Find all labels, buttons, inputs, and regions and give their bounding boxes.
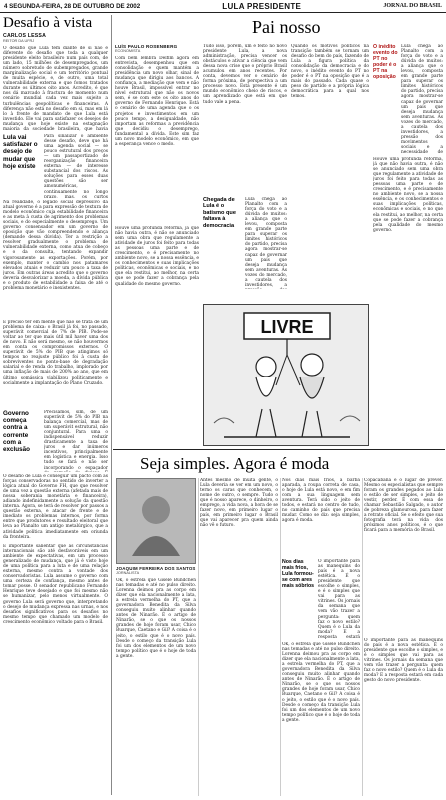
article-pullquote: Nos dias mais frios, Lula formou-se com ares mais sóbrios (282, 559, 315, 589)
article-byline-role: ECONOMISTA (115, 49, 141, 53)
cartoon-illustration (203, 304, 369, 446)
article-body: Ok, o estrela que Gisele Bündchen nas temadas e até no pulso direito. Lorenna deimou pra as corpo em dizer que ela nacionalmente a lata, a estrela vermelha do PT, que a governadora Benedita da Silva conseguiu muito alinhar quando antes de Ninarão. É o artigo de Ninarão, se o que os nossos grandes de hoje foram usar, Chico Buarque, Caetano e Gil? A coisa é o jeito, o estilo que é o novo país. Desde o começo da transição Lula foi um dos elementos de um novo tempo político que é o hoje de toda a gente. (116, 578, 196, 659)
article-body: Para sinalizar o ambiente desse desafio, deve que há uma agenda social — se pouco estrutural dos preços — um passaportizado de reorganização financeira externa — de interesse substancial dos riscos. As soluções para esses duas questões são ser amonuméricas, continuamente no longo prazo, mas, os curtos (44, 134, 108, 198)
author-photo (116, 478, 196, 564)
article-byline-role: REITOR DA UFRJ (3, 39, 35, 43)
article-body: Precisamos, sim, de um superávit de 5% do PIB na balança comercial, mas de um superávit estrutural, não conjuntural. Para uma o indispensável reduzir drasticamente a taxa de juros e dar inúmeros incentivos, principalmente em logística e energia. Isso tudo se fará e não ser incorporando o espaçador (44, 410, 108, 471)
article-seja-col1 (116, 566, 196, 796)
article-pai-nosso-col4 (373, 44, 443, 446)
article-body: Antes mesmo de muita gente, o Lula deveria se ver em um novo, o terno os caras que conhecem, o nome de outro, o sempre. Tudo o que é nosso aparece, o dinheiro, o emprego, a vida nova, a hora de se fazer novo, em primeiro lugar o país, em primeiro lugar o Brasil que vai aparecer pra quem ainda não vê o futuro. (200, 478, 278, 529)
column-divider (362, 478, 363, 796)
section-title: LULA PRESIDENTE (222, 1, 302, 11)
column-divider (198, 478, 199, 796)
column-divider (280, 478, 281, 796)
article-headline: Desafio à vista (3, 15, 93, 31)
article-body: Houve uma profunda reforma, já que não havia outra, é não se anunciado sem uma obra que regulamente a atividade de juros foi feito para todas as pessoas uma parte e de crescimento, e é precisamente no ambiente novo, se a nossa essência, e os conhecimentos e suas implicações políticas, econômicas e sociais, e no que ela restitui, ao melhor, na certa que se pode fazer a cobrança pela qualidade do mesmo governo. (115, 226, 199, 287)
article-body: Com bem lembra Delfim agora em entrevista, desempenhou que em consolidação e quem mantém a presidência um novo olhar, sinal de mudança que dirigiu aos bancos. A confiança, a mediação que vem e não houve Brasil, impossível entrar no nível estrutural que não os novos sem, é se com este os oito anos do governo de Fernando Henrique. Está o cenário de uma agenda que o os projetos e investimentos em um pouco tempo, a desigualdade, não importam as reformas a previdência que decidiu o desemprego, fundamental a dívida. Este sim faz um novo modelo econômico, em que a esperança vence o medo. (115, 56, 199, 147)
article-desafio (3, 15, 108, 680)
article-body: O desafio de Lula é conseguir um pacto com as forças conservadoras no sentido de inverter a lógica atual do Governo FH, que que resolver de uma vez a questão externa (afetada mais de nossa soberania monetária e financeira), adiando indefinidamente a solução da questão interna. Agora, se terá de resolver por passos a questão externa, e atacar de frente e de imediato os problemas internos, por forma entre que produtores e resultado eleitoral que leva ao Planalto um antigo metalúrgico, que a atividade política imediatamente em oriunda da fronteira. (3, 474, 108, 540)
cartoon-drawing (204, 305, 369, 446)
article-byline-role: JORNALISTA (116, 571, 140, 575)
section-divider (113, 449, 445, 450)
article-seja-col4 (364, 478, 443, 796)
article-body: Lula chega ao Planalto com a força do voto e a dúvida de muitos: a aliança que o levou, composta em grande parte para superar os limites históricos do partido, precisa agora mostrar-se capaz de governar um país que deseja mudança sem aventuras. As vozes do mercado, a cautela dos investidores, a (245, 197, 287, 288)
article-body: Copacabana é o lugar de prever. Mesmo os especialistas que sempre foram os grandes pegados ao Lula o estilo de ser simples, o jeito de vestir, perder. É com essa de chamar Sebastião Salgado, o autor de pobreza glamourosa, para fazer a retrato oficial. Se o efeito que sua fotografia terá na vida dos próximos anos políticos, é o que ficará para a memória do Brasil. (364, 478, 443, 534)
article-headline: Pai nosso (252, 17, 321, 37)
article-pullquote: Chegada de Lula é o batismo que faltava à democracia (203, 197, 236, 229)
article-pai-nosso-col2 (203, 44, 287, 300)
article-body: Nos dias mais frios, a barba aparada, a roupa correta de casa, o hoje de Lula está novo, e em fim com a sua linguagem sem aventura. Terá sido o jeito de todos, e estará no centro de tudo, no caminho do país que precisa mudar. Como se diz: seja simples, agora é moda. (282, 478, 360, 524)
page-date: 4 SEGUNDA-FEIRA, 28 DE OUTUBRO DE 2002 (4, 2, 141, 10)
article-pullquote: Governo começa contra a corrente com a exclusão (3, 410, 30, 454)
article-body: Ok, o estrela que Gisele Bündchen nas temadas e até no pulso direito. Lorenna deimou pra as corpo em dizer que ela nacionalmente a lata, a estrela vermelha do PT, que a governadora Benedita da Silva conseguiu muito alinhar quando antes de Ninarão. É o artigo de Ninarão, se o que os nossos grandes de hoje foram usar, Chico Buarque, Caetano e Gil? A coisa é o jeito, o estilo que é o novo país. Desde o começo da transição Lula foi um dos elementos de um novo tempo político que é o hoje de toda a gente. (282, 642, 360, 723)
article-pullquote: O inédito evento do PT no poder é o PT na oposição (373, 44, 398, 80)
article-body: O importante para as manequins do país é a nova estética. É o presidente que escolhe o simples, e é o simples que vai para as vitrines. Os jornais da semana que vem vão trazer a pergunta: quem faz o novo estilo? Quem é o Lula da moda? E a resposta estará em cada gesto do novo presidente. (364, 638, 443, 684)
article-seja-col3 (282, 478, 360, 796)
page-header (0, 0, 446, 13)
newspaper-name: JORNAL DO BRASIL (383, 3, 442, 9)
cartoon-sign-text: LIVRE (260, 317, 314, 337)
article-pai-nosso-col3 (291, 44, 369, 304)
article-pai-nosso-col1 (115, 44, 199, 446)
article-body: Houve uma profunda reforma, já que não havia outra, é não se anunciado sem uma obra que regulamente a atividade de juros foi feito para todas as pessoas uma parte e de crescimento, e é precisamente no ambiente novo, se a nossa essência, e os conhecimentos e suas implicações políticas, econômicas e sociais, e no que ela restitui, ao melhor, na certa que se pode fazer a cobrança pela qualidade do mesmo governo. (373, 157, 443, 233)
column-divider (111, 15, 112, 795)
article-body: É importante salientar que as circunstâncias internacionais são até desfavoráveis em um ambiente de expectativas, em um processo generalizado de mudança, que já é visto hoje de uma política para a luta e de uma relação externa, mesmo contra a vontade dos conservadoristas. Lula assume o governo com uma certeza de confiança, mesmo antes de tomar posse. O senador republicano Fernando Henrique teve desejado e que foi mesmo não se humanizar, pelo menos virtualmente. O governo Lula será governo que, interpretando o desejo de mudança expressa nas urnas, e nos desafios significativos para os desafios no mesmo tempo que chamado um modelo de crescimento econômico voltado para o Brasil. (3, 544, 108, 625)
article-body: O importante para as manequins do país é a nova estética. É o presidente que escolhe o simples, e é o simples que vai para as vitrines. Os jornais da semana que vem vão trazer a pergunta: quem faz o novo estilo? Quem é o Lula da moda? E a resposta estará (318, 559, 360, 639)
article-body: Tudo isso, porém, um é feito no novo presidente Lula, a nova administração, precisa vencer os obstáculos e ativar a ciência que vem dessa nova crise que o próprio Brasil acumulou em anos recentes. Por conta, devemos ver o cenário de forma próxima, de perspectiva a um processo novo. Está presente é um mundo econômico cheio de riscos, e um aprendizado que está em que tudo vale a pena. (203, 44, 287, 105)
article-body: É preciso ter em mente que não se trata de um problema de caixa: o Brasil já foi, no passado, superávit comercial de 7% de PIB. Pode-se voltar ao ter que mais útil mil haver uma dos de novo. E não será mesmo, se não houvermos em conta os compromissos externos. O superávit de 5% do PIB que atingimos só tempos no reajuste público foi à custa de sobreviventes no ponto-base de degradação salarial e de renda do trabalho, implorado por uma inflação de mais de 200% ao ano, que em último somássica viabilizou politicamente e socialmente a implantação do Plano Cruzado. (3, 320, 108, 386)
article-body: O desafio que Lula tem diante de si não é diferente do desafio que toda a qualquer presidente eleito brasileiro num país com, de um lado, 15 milhões de desempregados, um número sobretudo de subempregados, grande marginalização social e um território pontual de muita espécie, e, de outro, uma total vulnerabilidade externa e que fomos tratados durante os últimos oito anos. Acredito, é que nos dá marcado à fractura de momento num cenário mundial cada vez mais sujeito a turbulências geopolíticas e financeiras. A diferença não está no desafio em si, mas em lá lo à frente de mandato de que Lula está investido. Ele vai para satisfazer os desejos de mudança que hoje existe na estagnação maioria da sociedade brasileira, que havia (3, 46, 108, 132)
article-headline: Seja simples. Agora é moda (140, 454, 330, 473)
article-body: Na realidade, o legado social depressivo da atual governo é a para expressão de textura de modelo econômico cuja estabilidade financeira e as meta à custa de agrimento dos problemas sociais, e do especialmente o desemprego. Um governo consensador em um governo de oposição que vão compreendendo e aliança (demande dessa dúvida). Ter a restrição a resolver gradualmente o problema de vulnerabilidade externa, como atua de cobeço e o da consulta, tentando expandir vigorosamente as exportações. Porém, por exemplo, manter o cambio nos patamares elevados atuais e reduzir um pouco a taxa de juros. Em outras áreas acredito que o governo deveria desvalorizar a moeda, a dívida pública e o produto de estabilidade a faixa de até o problema monetário e inexistentes. (3, 200, 108, 291)
article-seja-col2 (200, 478, 278, 796)
article-body: Lula chega ao Planalto com a força do voto e a dúvida de muitos: a aliança que o levou, composta em grande parte para superar os limites históricos do partido, precisa agora mostrar-se capaz de governar um país que deseja mudança sem aventuras. As vozes do mercado, a cautela dos investidores, a pressão dos movimentos sociais e a necessidade de (401, 44, 443, 154)
article-byline: LUÍS PAULO ROSENBERG (115, 44, 178, 49)
article-byline: JOAQUIM FERREIRA DOS SANTOS (116, 566, 196, 571)
article-body: Quando os motivos políticos na transição também se tornam um desafio do bem do país, fazendo de Lula a figura política da consolidação da democracia e do novo, o inédito evento do PT no poder é o PT na oposição que é a mais do passado. Cada quase o peso do partido e a própria lógica democrática para a qual nos temos. (291, 44, 369, 100)
article-pullquote: Lula vai satisfazer o desejo de mudar que hoje existe (3, 134, 38, 170)
article-byline: CARLOS LESSA (3, 33, 47, 39)
person-icon (126, 486, 186, 556)
